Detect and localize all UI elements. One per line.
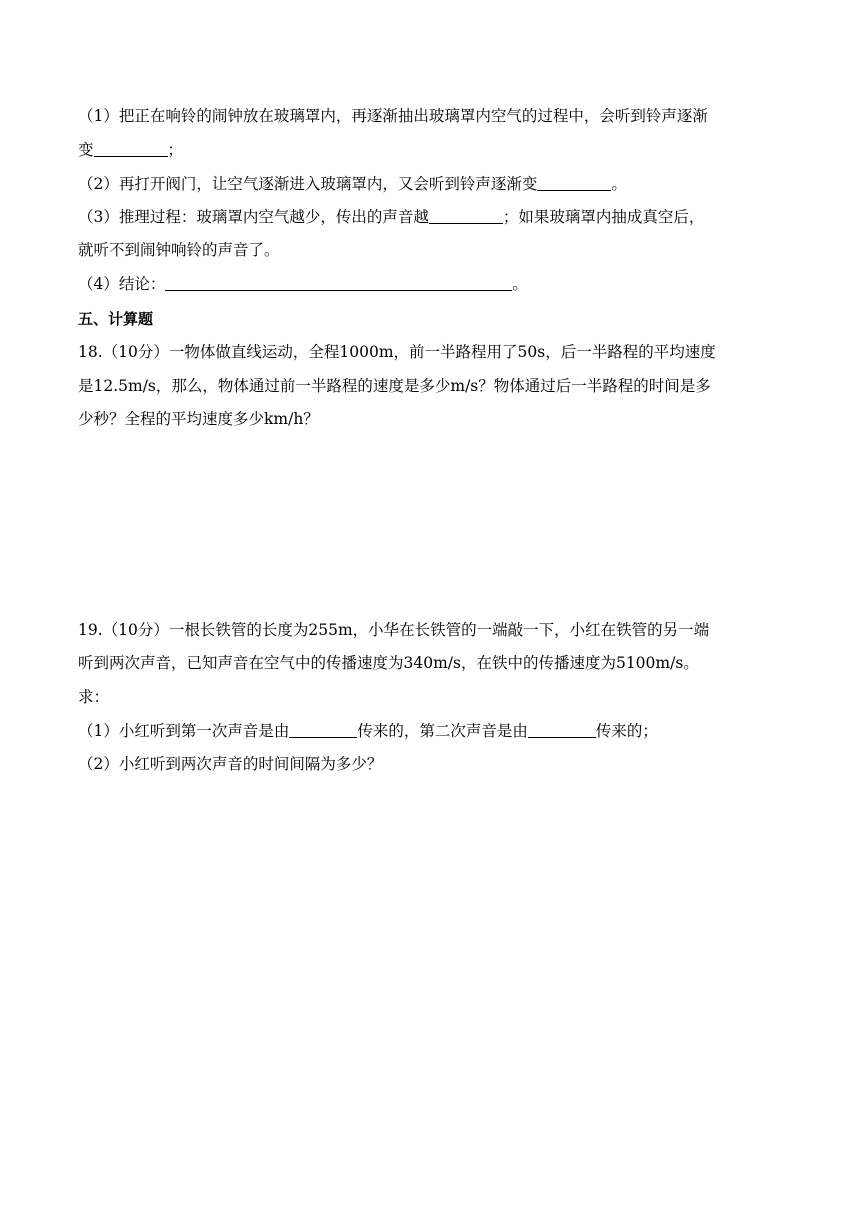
q17-part1-end: ；: [167, 141, 184, 159]
q17-part1-line2: [78, 140, 183, 160]
q18-line1: 18.（10分）一物体做直线运动，全程1000m，前一半路程用了50s，后一半路程的平均速度: [78, 343, 716, 361]
q17-part4-end: 。: [512, 275, 528, 293]
q19-sub1-end: 传来的；: [595, 722, 658, 740]
q17-part1-cont: 变: [78, 141, 94, 159]
q17-part3-line1: [78, 207, 704, 227]
answer-blank[interactable]: [429, 208, 503, 224]
q19-sub1: [78, 721, 658, 741]
section-title: 五、计算题: [78, 310, 154, 328]
q17-part3-cont: 就听不到闹钟响铃的声音了。: [78, 241, 280, 259]
q17-part1-line1: [78, 106, 708, 126]
q18-line3: 少秒？全程的平均速度多少km/h？: [78, 410, 319, 428]
q19-sub2: （2）小红听到两次声音的时间间隔为多少？: [78, 755, 383, 773]
q18-line2: 是12.5m/s，那么，物体通过前一半路程的速度是多少m/s？物体通过后一半路程的时间是多: [78, 377, 711, 395]
q17-part2: [78, 174, 627, 194]
answer-blank[interactable]: [289, 722, 357, 738]
answer-blank-conclusion[interactable]: [165, 275, 512, 291]
q19-line2: 听到两次声音，已知声音在空气中的传播速度为340m/s，在铁中的传播速度为5100m/s。: [78, 654, 699, 672]
answer-blank[interactable]: [528, 722, 596, 738]
q17-part3-mid: ；如果玻璃罩内抽成真空后，: [502, 208, 705, 226]
q19-line3: 求：: [78, 688, 110, 706]
q19-line1: 19.（10分）一根长铁管的长度为255m，小华在长铁管的一端敲一下，小红在铁管的另一端: [78, 621, 710, 639]
answer-blank[interactable]: [537, 175, 611, 191]
q17-part2-text: （2）再打开阀门，让空气逐渐进入玻璃罩内，又会听到铃声逐渐变: [78, 175, 538, 193]
q17-part1-text: （1）把正在响铃的闹钟放在玻璃罩内，再逐渐抽出玻璃罩内空气的过程中，会听到铃声逐渐: [78, 107, 708, 125]
q17-part3-text: （3）推理过程：玻璃罩内空气越少，传出的声音越: [78, 208, 429, 226]
answer-blank[interactable]: [94, 141, 168, 157]
q17-part4-text: （4）结论：: [78, 275, 166, 293]
q19-sub1-mid: 传来的，第二次声音是由: [357, 722, 528, 740]
q17-part4: [78, 274, 528, 294]
q19-sub1-text: （1）小红听到第一次声音是由: [78, 722, 290, 740]
q17-part2-end: 。: [611, 175, 627, 193]
q17-part3-line2: [78, 240, 280, 260]
